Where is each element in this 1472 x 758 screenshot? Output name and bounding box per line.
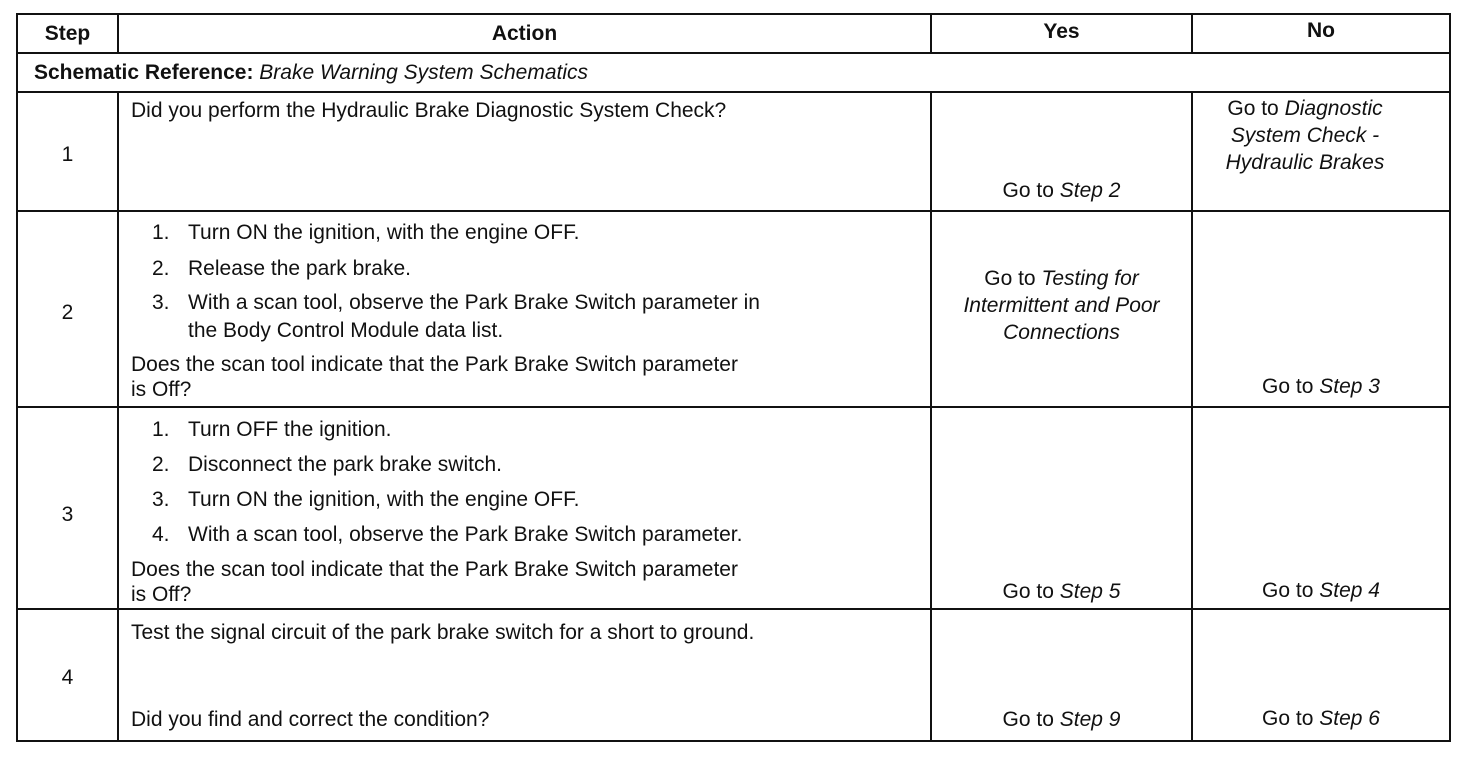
row2-item-3-num: 3. xyxy=(152,291,170,314)
row4-no[interactable] xyxy=(1193,706,1449,732)
row3-item-1: Turn OFF the ignition. xyxy=(188,418,392,441)
row2-yes[interactable] xyxy=(932,265,1191,346)
row2-item-1-num: 1. xyxy=(152,221,170,244)
schematic-reference xyxy=(34,60,588,86)
header-no: No xyxy=(1307,19,1335,42)
step-link[interactable]: Step 6 xyxy=(1319,707,1380,730)
row2-item-3-cont: the Body Control Module data list. xyxy=(188,319,504,342)
row3-item-3: Turn ON the ignition, with the engine OFF. xyxy=(188,488,580,511)
row3-item-1-num: 1. xyxy=(152,418,170,441)
row3-step: 3 xyxy=(61,503,74,526)
table-border-bottom xyxy=(16,740,1451,742)
row3-divider xyxy=(16,608,1451,610)
diagnostic-link-line3[interactable]: Hydraulic Brakes xyxy=(1225,151,1385,174)
header-yes: Yes xyxy=(1043,20,1080,43)
schematic-link[interactable]: Brake Warning System Schematics xyxy=(259,61,589,84)
step-link[interactable]: Step 3 xyxy=(1319,375,1380,398)
row3-yes[interactable] xyxy=(932,579,1191,605)
step-link[interactable]: Step 4 xyxy=(1319,579,1380,602)
row1-step: 1 xyxy=(61,143,74,166)
goto-prefix: Go to xyxy=(1002,580,1054,603)
table-border-left xyxy=(16,13,18,742)
row1-no[interactable] xyxy=(1193,95,1417,176)
row3-item-3-num: 3. xyxy=(152,488,170,511)
row2-divider xyxy=(16,406,1451,408)
row3-item-4-num: 4. xyxy=(152,523,170,546)
schematic-label: Schematic Reference: xyxy=(34,61,254,84)
row4-step: 4 xyxy=(61,666,74,689)
header-divider xyxy=(16,52,1451,54)
row3-item-2-num: 2. xyxy=(152,453,170,476)
header-step: Step xyxy=(44,22,91,45)
table-border-right xyxy=(1449,13,1451,742)
testing-link[interactable]: Testing for xyxy=(1041,267,1139,290)
row3-item-2: Disconnect the park brake switch. xyxy=(188,453,502,476)
goto-prefix: Go to xyxy=(1002,708,1054,731)
step-link[interactable]: Step 2 xyxy=(1059,179,1121,202)
row1-yes[interactable] xyxy=(932,178,1191,204)
diagnostic-link-line2[interactable]: System Check - xyxy=(1230,124,1380,147)
row3-item-4: With a scan tool, observe the Park Brake Switch parameter. xyxy=(188,523,743,546)
row2-item-3: With a scan tool, observe the Park Brake Switch parameter in xyxy=(188,291,760,314)
row2-question-2: is Off? xyxy=(131,378,192,401)
goto-prefix: Go to xyxy=(1262,579,1314,602)
row4-yes[interactable] xyxy=(932,707,1191,733)
table-border-top xyxy=(16,13,1451,15)
goto-prefix: Go to xyxy=(1227,97,1279,120)
step-link[interactable]: Step 9 xyxy=(1059,708,1121,731)
goto-prefix: Go to xyxy=(1262,375,1314,398)
row2-no[interactable] xyxy=(1193,374,1449,400)
header-action: Action xyxy=(491,22,558,45)
row3-question-1: Does the scan tool indicate that the Park Brake Switch parameter xyxy=(131,558,738,581)
row4-action: Test the signal circuit of the park brake switch for a short to ground. xyxy=(131,621,755,644)
row3-question-2: is Off? xyxy=(131,583,192,606)
testing-link-line2[interactable]: Intermittent and Poor xyxy=(963,294,1160,317)
row1-divider xyxy=(16,210,1451,212)
testing-link-line3[interactable]: Connections xyxy=(1003,321,1120,344)
row4-question: Did you find and correct the condition? xyxy=(131,708,490,731)
schematic-divider xyxy=(16,91,1451,93)
row2-item-2: Release the park brake. xyxy=(188,257,411,280)
row1-action: Did you perform the Hydraulic Brake Diagnostic System Check? xyxy=(131,99,727,122)
diagnostic-link[interactable]: Diagnostic xyxy=(1284,97,1383,120)
row2-item-2-num: 2. xyxy=(152,257,170,280)
col-divider-step xyxy=(117,91,119,742)
goto-prefix: Go to xyxy=(984,267,1036,290)
goto-prefix: Go to xyxy=(1002,179,1054,202)
row2-item-1: Turn ON the ignition, with the engine OFF. xyxy=(188,221,580,244)
row3-no[interactable] xyxy=(1193,578,1449,604)
col-divider-yes xyxy=(1191,91,1193,742)
goto-prefix: Go to xyxy=(1262,707,1314,730)
step-link[interactable]: Step 5 xyxy=(1059,580,1121,603)
row2-step: 2 xyxy=(61,301,74,324)
row2-question-1: Does the scan tool indicate that the Park Brake Switch parameter xyxy=(131,353,738,376)
